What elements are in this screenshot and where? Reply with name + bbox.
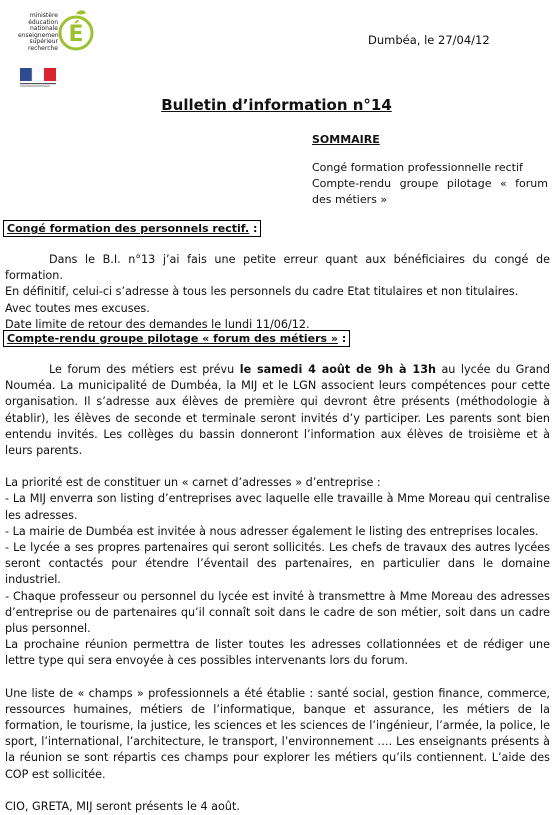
intro-bold: le samedi 4 août de 9h à 13h: [239, 363, 436, 376]
ministry-text: [18, 12, 61, 53]
ministry-logo-letter: É: [68, 22, 84, 47]
ministry-line: recherche: [28, 44, 58, 52]
ministry-line: supérieur: [29, 38, 58, 46]
ministry-line: nationale: [29, 25, 58, 33]
page-title: Bulletin d’information n°14: [161, 96, 392, 114]
ministry-line: éducation: [28, 18, 58, 26]
section2-heading: [3, 330, 350, 347]
republic-flag-logo: [20, 68, 56, 88]
priority-line: - La MIJ enverra son listing d’entreprises avec laquelle elle travaille à Mme Moreau qui centralise les adresses.: [5, 492, 550, 522]
section2-intro: [5, 362, 550, 459]
ministry-logo: [16, 9, 90, 65]
section1-line: Date limite de retour des demandes le lundi 11/06/12.: [5, 317, 310, 331]
priority-line: La priorité est de constituer un « carnet d’adresses » d’entreprise :: [5, 476, 381, 490]
sommaire-item: Congé formation professionnelle rectif: [312, 161, 523, 174]
section1-heading-suffix: :: [249, 222, 258, 235]
sommaire-heading: SOMMAIRE: [312, 133, 380, 146]
section1-body: [5, 252, 550, 333]
priority-line: - La mairie de Dumbéa est invitée à nous adresser également le listing des entreprises locales.: [5, 524, 539, 538]
intro-after: au lycée du Grand Nouméa. La municipalité de Dumbéa, la MIJ et le LGN associent leurs compétences pour cette organisation. Il s’adresse aux élèves de première qui devront être présents (méthodologie à établir), les élèves de seconde et terminale seront invités d’y participer. Les parents sont bien entendu invités. Les collèges du bassin donneront l’information aux élèves de troisième et à leurs parents.: [5, 363, 550, 458]
ministry-line: ministère: [29, 12, 58, 19]
section1-line: Dans le B.I. n°13 j’ai fais une petite erreur quant aux bénéficiaires du congé de formation.: [5, 253, 550, 283]
section2-body: [5, 362, 550, 815]
priority-line: - Chaque professeur ou personnel du lycée est invité à transmettre à Mme Moreau des adresses d’entreprise ou de partenaires qu’il connaît soit dans le cadre de son métier, soit dans un cadre plus personnel.: [5, 589, 550, 636]
ministry-e-emblem: [58, 9, 94, 53]
priority-line: La prochaine réunion permettra de lister toutes les adresses collationnées et de rédiger une lettre type qui sera envoyée à ces possibles intervenants lors du forum.: [5, 638, 550, 668]
closing-line: CIO, GRETA, MIJ seront présents le 4 août.: [5, 799, 240, 813]
section1-heading: [3, 220, 261, 237]
ministry-line: enseignement: [18, 31, 61, 39]
section2-heading-suffix: :: [338, 332, 347, 345]
intro-before: Le forum des métiers est prévu: [49, 363, 240, 376]
section1-heading-text: Congé formation des personnels rectif.: [7, 222, 250, 235]
section1-line: En définitif, celui-ci s’adresse à tous les personnels du cadre Etat titulaires et non titulaires.: [5, 285, 519, 299]
champs-paragraph: Une liste de « champs » professionnels a été établie : santé social, gestion finance, commerce, ressources humaines, métiers de l’informatique, banque et assurance, les métiers de la formation, le tourisme, la justice, les sciences et les sciences de l’ingénieur, l’armée, la police, le sport, l’international, l’architecture, le transport, l’environnement …. Les enseignants présents à la réunion se sont répartis ces champs pour explorer les métiers qu’ils contiennent. L’aide des COP est sollicitée.: [5, 686, 550, 781]
section2-heading-text: Compte-rendu groupe pilotage « forum des métiers »: [7, 332, 339, 345]
priority-line: - Le lycée a ses propres partenaires qui seront sollicités. Les chefs de travaux des autres lycées seront contactés pour étendre l’éventail des partenaires, en particulier dans le domaine industriel.: [5, 541, 550, 587]
dateline: Dumbéa, le 27/04/12: [368, 33, 490, 47]
section1-line: Avec toutes mes excuses.: [5, 301, 150, 315]
sommaire-item: Compte-rendu groupe pilotage « forum des métiers »: [312, 177, 548, 206]
